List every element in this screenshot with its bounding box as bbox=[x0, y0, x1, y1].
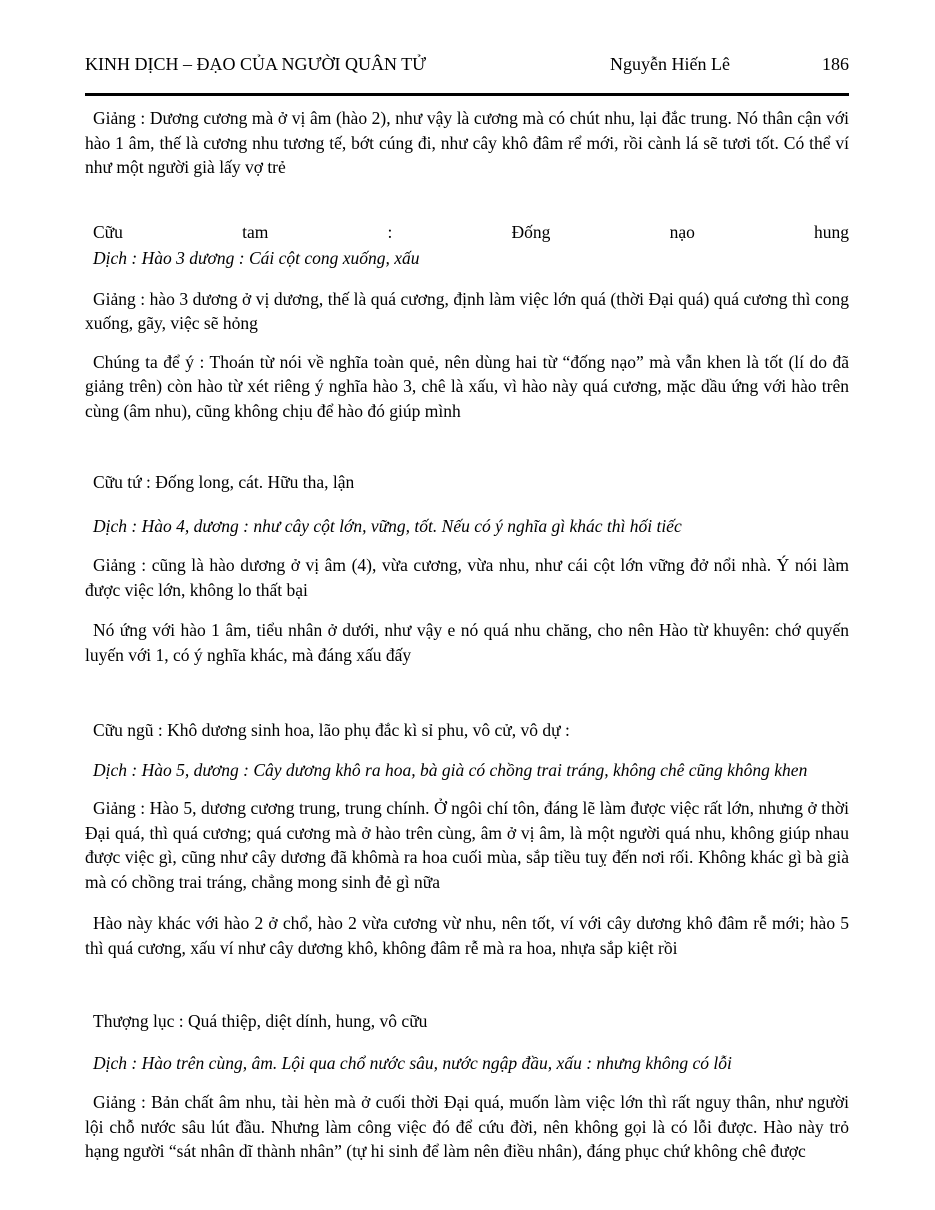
kinh-word: Cữu bbox=[93, 221, 123, 242]
kinh-line-hao6: Thượng lục : Quá thiệp, diệt dính, hung, vô cữu bbox=[93, 1011, 428, 1031]
kinh-line-hao5: Cữu ngũ : Khô dương sinh hoa, lão phụ đắc kì sỉ phu, vô cử, vô dự : bbox=[93, 720, 570, 740]
dich-line-hao4: Dịch : Hào 4, dương : như cây cột lớn, vững, tốt. Nếu có ý nghĩa gì khác thì hối tiếc bbox=[93, 515, 682, 536]
page-number: 186 bbox=[822, 54, 849, 74]
paragraph-giang-hao6: Giảng : Bản chất âm nhu, tài hèn mà ở cuối thời Đại quá, muốn làm việc lớn thì rất nguy thân, như người lội chỗ nước sâu lút đầu. Nhưng làm công việc đó để cứu đời, nên không gọi là có lỗi được. Hào này trỏ hạng người “sát nhân dĩ thành nhân” (tự hi sinh để làm nên điều nhân), đáng phục chứ không chê được bbox=[85, 1092, 849, 1161]
kinh-word: hung bbox=[814, 221, 849, 242]
header-rule bbox=[85, 93, 849, 96]
paragraph-giang-hao4: Giảng : cũng là hào dương ở vị âm (4), vừa cương, vừa nhu, như cái cột lớn vững đở nổi nhà. Ý nói làm được việc lớn, không lo thất bại bbox=[85, 555, 849, 600]
paragraph-giang-hao2: Giảng : Dương cương mà ở vị âm (hào 2), như vậy là cương mà có chút nhu, lại đắc trung. Nó thân cận với hào 1 âm, thế là cương nhu tương tế, bớt cúng đi, như cây khô đâm rể mới, rồi cành lá sẽ tươi tốt. Có thể ví như một người già lấy vợ trẻ bbox=[85, 108, 849, 177]
kinh-word: : bbox=[387, 221, 393, 242]
kinh-word: tam bbox=[242, 221, 269, 242]
dich-line-hao5: Dịch : Hào 5, dương : Cây dương khô ra hoa, bà già có chồng trai tráng, không chê cũng không khen bbox=[93, 759, 808, 780]
paragraph-note-hao4: Nó ứng với hào 1 âm, tiểu nhân ở dưới, như vậy e nó quá nhu chăng, cho nên Hào từ khuyên: chớ quyến luyến với 1, có ý nghĩa khác, mà đáng xấu đấy bbox=[85, 620, 849, 665]
paragraph-note-hao5: Hào này khác với hào 2 ở chổ, hào 2 vừa cương vừ nhu, nên tốt, ví với cây dương khô đâm rễ mới; hào 5 thì quá cương, xấu ví như cây dương khô, không đâm rễ mà ra hoa, nhựa sắp kiệt rồi bbox=[85, 913, 849, 958]
paragraph-note-hao3: Chúng ta để ý : Thoán từ nói về nghĩa toàn quẻ, nên dùng hai từ “đống nạo” mà vẫn khen là tốt (lí do đã giảng trên) còn hào từ xét riêng ý nghĩa hào 3, chê là xấu, vì hào này quá cương, mặc dầu ứng với hào trên cùng (âm nhu), cũng không chịu để hào đó giúp mình bbox=[85, 351, 849, 421]
paragraph-giang-hao5: Giảng : Hào 5, dương cương trung, trung chính. Ở ngôi chí tôn, đáng lẽ làm được việc rất lớn, nhưng ở thời Đại quá, thì quá cương; quá cương mà ở hào trên cùng, âm ở vị âm, là một người quá nhu, không giúp nhau được việc gì, cũng như cây dương đã khômà ra hoa cuối mùa, sắp tiều tuỵ đến nơi rối. Không khác gì bà già mà có chồng trai tráng, chẳng mong sinh đẻ gì nữa bbox=[85, 798, 849, 892]
author-name: Nguyễn Hiến Lê bbox=[610, 54, 730, 74]
kinh-word: nạo bbox=[669, 221, 695, 242]
paragraph-giang-hao3: Giảng : hào 3 dương ở vị dương, thế là quá cương, định làm việc lớn quá (thời Đại quá) quá cương thì cong xuống, gãy, việc sẽ hỏng bbox=[85, 288, 849, 333]
book-title: KINH DỊCH – ĐẠO CỦA NGƯỜI QUÂN TỬ bbox=[85, 54, 427, 74]
kinh-word: Đống bbox=[511, 221, 551, 242]
page-header bbox=[85, 52, 849, 76]
dich-line-hao6: Dịch : Hào trên cùng, âm. Lội qua chổ nước sâu, nước ngập đầu, xấu : nhưng không có lỗi bbox=[93, 1052, 732, 1073]
kinh-line-hao3 bbox=[85, 220, 849, 245]
dich-line-hao3: Dịch : Hào 3 dương : Cái cột cong xuống, xấu bbox=[93, 248, 420, 268]
kinh-line-hao4: Cữu tứ : Đống long, cát. Hữu tha, lận bbox=[93, 472, 355, 492]
